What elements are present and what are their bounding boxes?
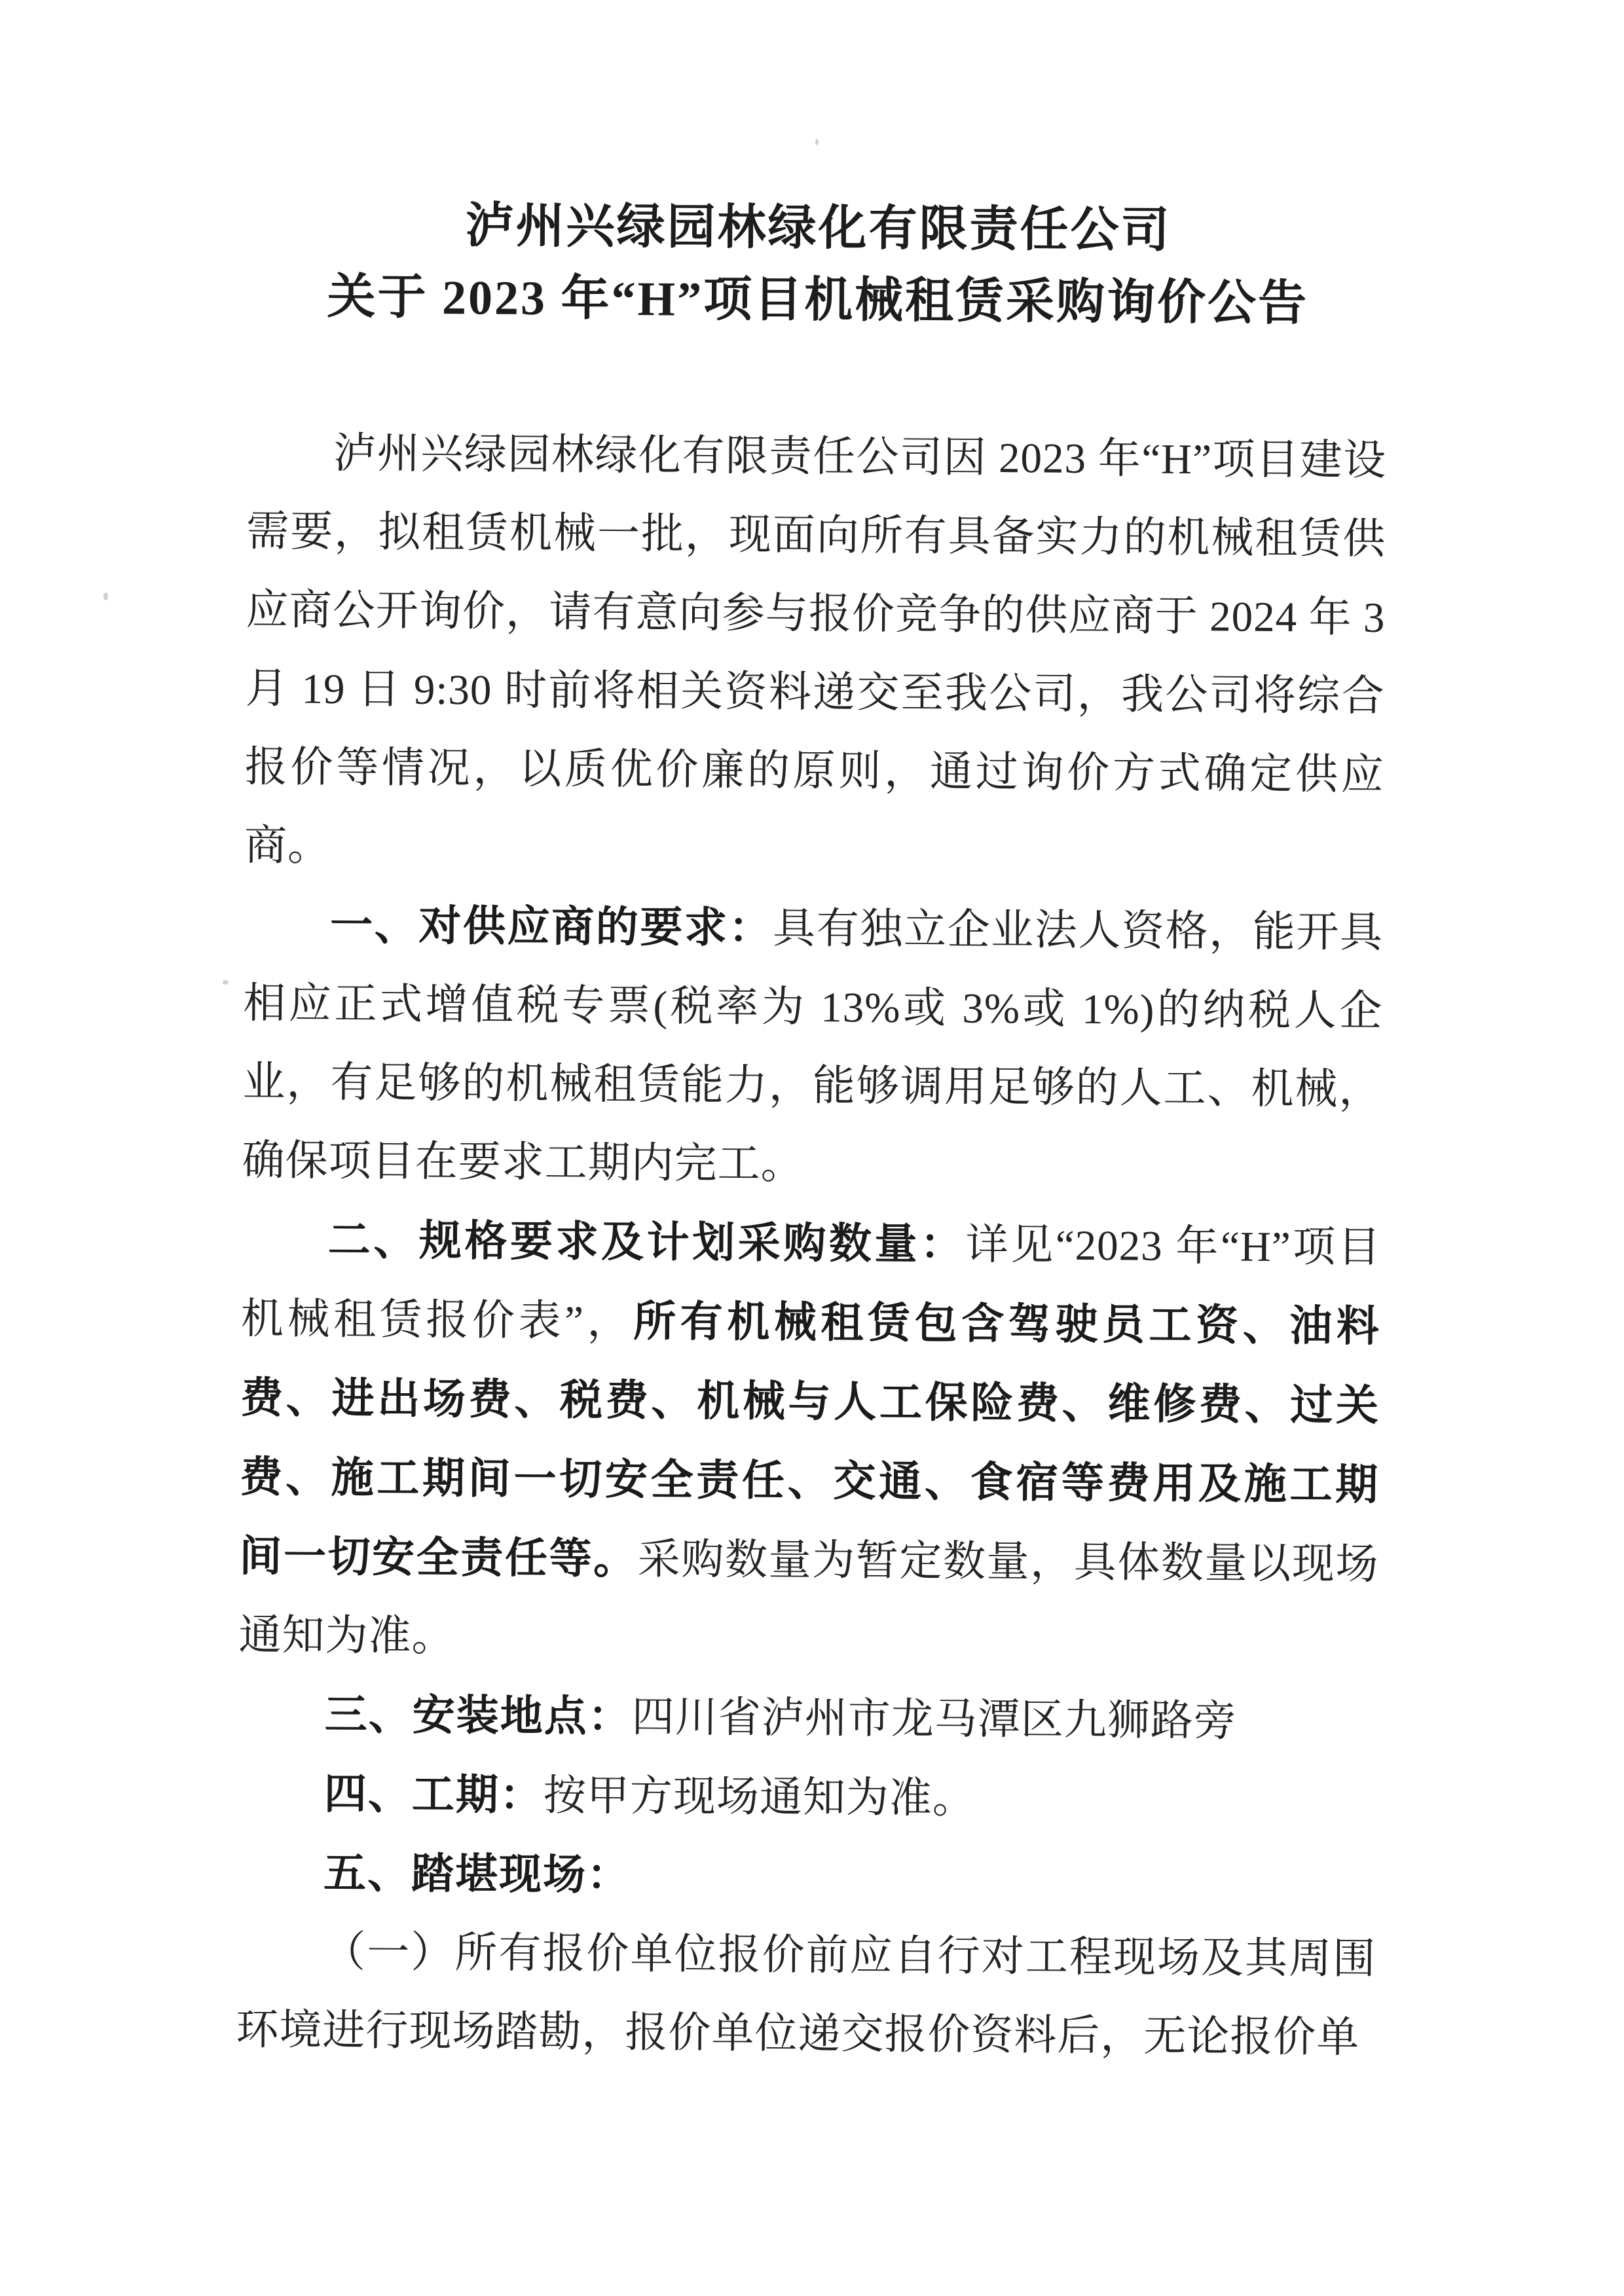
site-visit-item-1-text: （一）所有报价单位报价前应自行对工程现场及其周围环境进行现场踏勘，报价单位递交报价资料后，无论报价单 bbox=[236, 1928, 1376, 2062]
paragraph-intro bbox=[244, 414, 1387, 893]
document-title bbox=[248, 189, 1388, 340]
section-4-body: 按甲方现场通知为准。 bbox=[543, 1772, 976, 1823]
intro-text: 泸州兴绿园林绿化有限责任公司因 2023 年“H”项目建设需要，拟租赁机械一批，现面向所有具备实力的机械租赁供应商公开询价，请有意向参与报价竞争的供应商于 2024 年 3 月 19 日 9:30 时前将相关资料递交至我公司，我公司将综合报价等情况，以质优价廉的原则，通过询价方式确定供应商。 bbox=[244, 429, 1387, 870]
paragraph-site-visit-item-1 bbox=[236, 1912, 1376, 2077]
paragraph-install-location bbox=[238, 1675, 1378, 1762]
paragraph-construction-period bbox=[237, 1754, 1377, 1841]
paragraph-spec-and-quantity bbox=[238, 1200, 1381, 1683]
section-2-heading: 二、规格要求及计划采购数量： bbox=[327, 1215, 966, 1268]
section-5-heading: 五、踏堪现场： bbox=[323, 1848, 631, 1899]
page-title-line-2: 关于 2023 年“H”项目机械租赁采购询价公告 bbox=[327, 270, 1309, 331]
section-4-heading: 四、工期： bbox=[323, 1769, 544, 1819]
page-title-line-1: 泸州兴绿园林绿化有限责任公司 bbox=[465, 199, 1172, 258]
paragraph-site-visit bbox=[237, 1833, 1377, 1920]
section-3-body: 四川省泸州市龙马潭区九狮路旁 bbox=[631, 1694, 1237, 1745]
scan-speck bbox=[223, 980, 229, 985]
section-2-body-lead: 详见“2023 年“H”项目机械租赁报价表”， bbox=[240, 1221, 1381, 1346]
document-content bbox=[236, 189, 1388, 2077]
scan-speck bbox=[815, 139, 819, 145]
scan-speck bbox=[103, 592, 108, 600]
section-1-heading: 一、对供应商的要求： bbox=[329, 900, 773, 952]
section-2-body-tail: 采购数量为暂定数量，具体数量以现场通知为准。 bbox=[238, 1536, 1379, 1661]
document-body bbox=[236, 414, 1387, 2077]
section-1-body: 具有独立企业法人资格，能开具相应正式增值税专票(税率为 13%或 3%或 1%)的纳税人企业，有足够的机械租赁能力，能够调用足够的人工、机械，确保项目在要求工期内完工。 bbox=[242, 905, 1384, 1188]
section-2-fee-emphasis: 所有机械租赁包含驾驶员工资、油料费、进出场费、税费、机械与人工保险费、维修费、过关费、施工期间一切安全责任、交通、食宿等费用及施工期间一切安全责任等。 bbox=[239, 1297, 1381, 1583]
section-3-heading: 三、安装地点： bbox=[324, 1690, 632, 1741]
paragraph-supplier-requirements bbox=[242, 885, 1383, 1208]
